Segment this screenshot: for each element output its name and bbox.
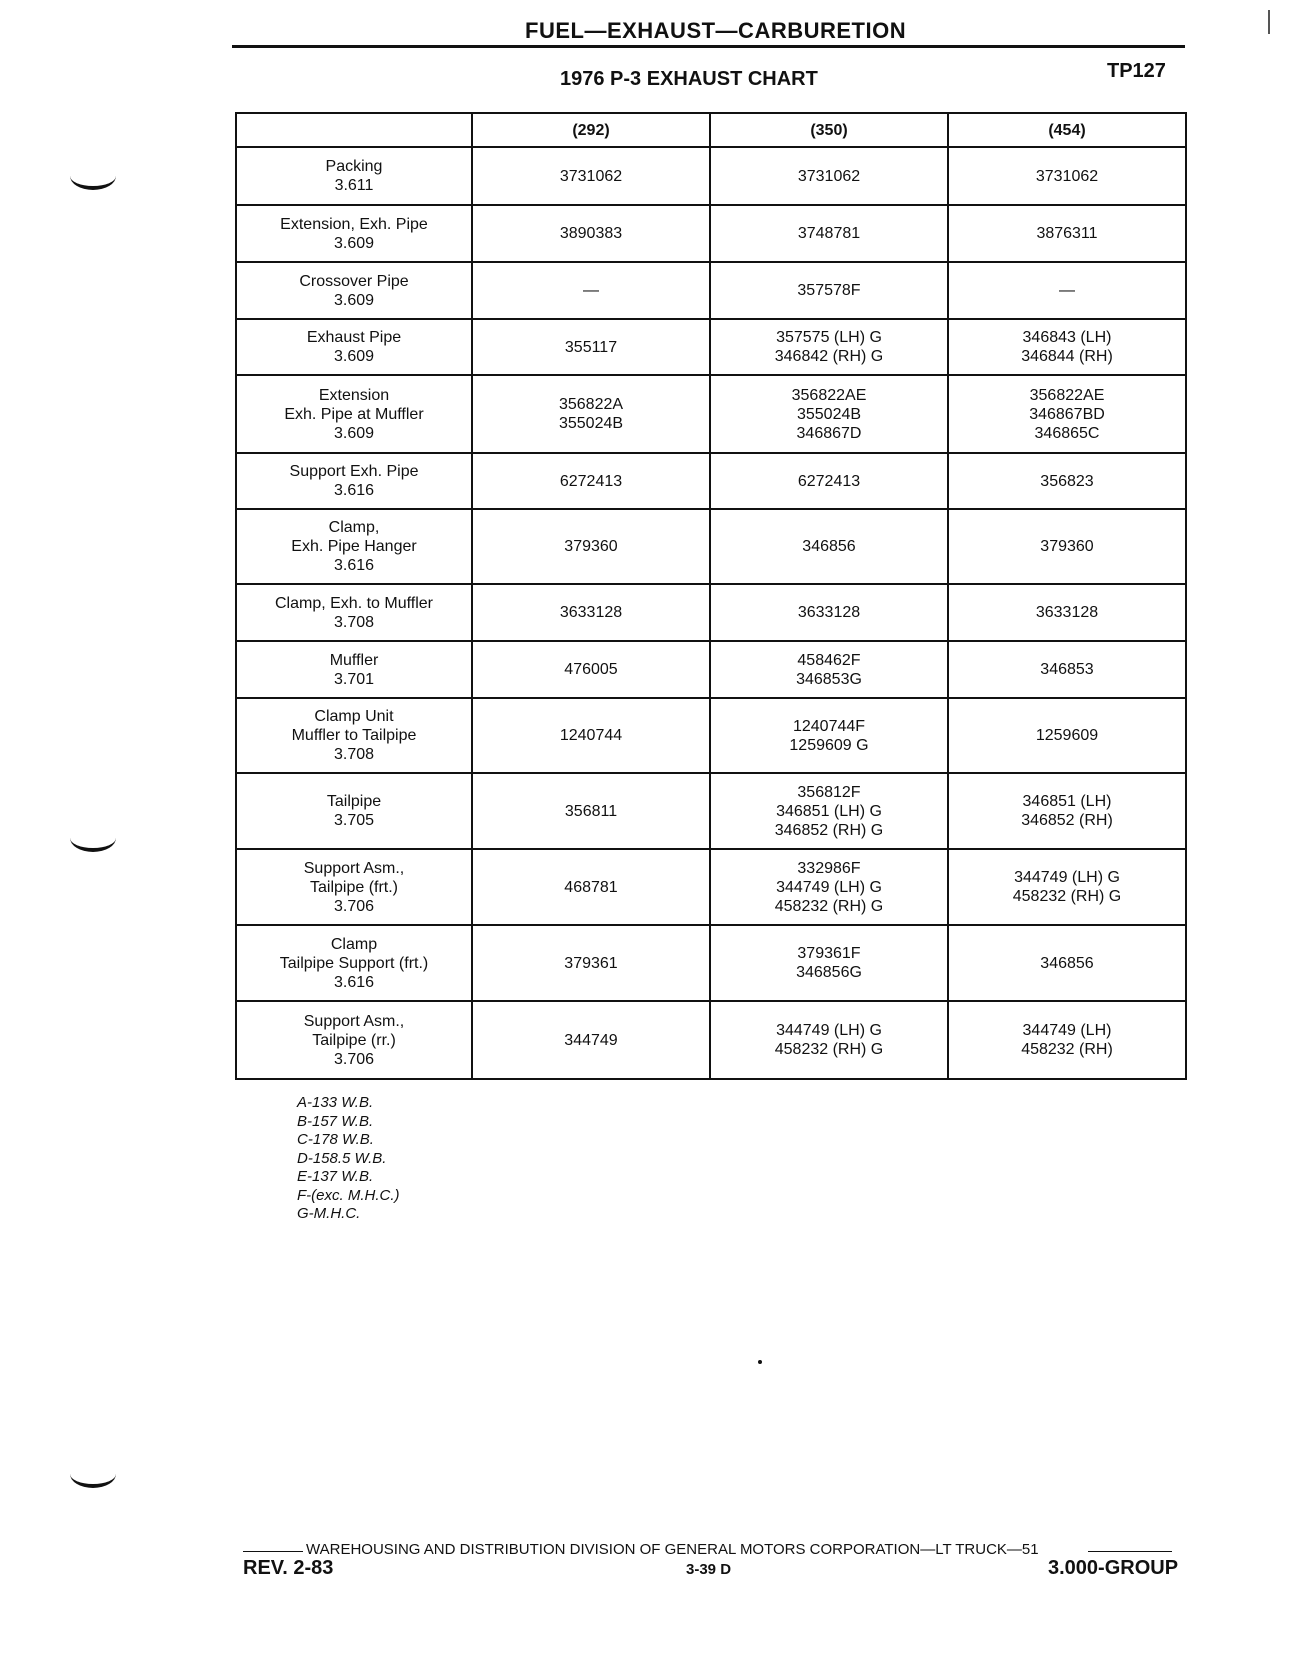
footnote-f: F-(exc. M.H.C.) <box>297 1186 400 1204</box>
part-label: Exhaust Pipe 3.609 <box>236 319 472 375</box>
page-number: 3-39 D <box>686 1561 732 1578</box>
cell-292: 356811 <box>472 773 710 849</box>
corner-mark <box>1268 10 1270 34</box>
cell-350: 6272413 <box>710 453 948 509</box>
part-label: Crossover Pipe 3.609 <box>236 262 472 319</box>
cell-350: 357578F <box>710 262 948 319</box>
table-row <box>236 453 1186 509</box>
cell-292: 3633128 <box>472 584 710 641</box>
cell-454: 346856 <box>948 925 1186 1001</box>
cell-454: 356823 <box>948 453 1186 509</box>
table-row <box>236 1001 1186 1079</box>
part-label: Packing 3.611 <box>236 147 472 205</box>
column-header-350: (350) <box>710 113 948 147</box>
cell-454: 3633128 <box>948 584 1186 641</box>
table-row <box>236 698 1186 773</box>
page-code: TP127 <box>1107 60 1166 82</box>
cell-454: 3731062 <box>948 147 1186 205</box>
cell-454: 344749 (LH) G 458232 (RH) G <box>948 849 1186 925</box>
cell-292: 379361 <box>472 925 710 1001</box>
cell-454: 346853 <box>948 641 1186 698</box>
cell-350: 356812F 346851 (LH) G 346852 (RH) G <box>710 773 948 849</box>
cell-350: 346856 <box>710 509 948 584</box>
cell-350: 3731062 <box>710 147 948 205</box>
footnote-c: C-178 W.B. <box>297 1131 374 1148</box>
cell-454: 344749 (LH) 458232 (RH) <box>948 1001 1186 1079</box>
part-label: Support Asm., Tailpipe (frt.) 3.706 <box>236 849 472 925</box>
cell-292: 344749 <box>472 1001 710 1079</box>
table-row <box>236 205 1186 262</box>
section-title: FUEL—EXHAUST—CARBURETION <box>525 18 907 43</box>
cell-454: 3876311 <box>948 205 1186 262</box>
column-header-292: (292) <box>472 113 710 147</box>
binder-hole-mark <box>70 824 116 852</box>
cell-350: 356822AE 355024B 346867D <box>710 375 948 453</box>
revision-label: REV. 2-83 <box>243 1557 334 1579</box>
column-header-454: (454) <box>948 113 1186 147</box>
cell-454: 356822AE 346867BD 346865C <box>948 375 1186 453</box>
cell-350: 344749 (LH) G 458232 (RH) G <box>710 1001 948 1079</box>
table-row <box>236 262 1186 319</box>
part-label: Support Exh. Pipe 3.616 <box>236 453 472 509</box>
speck <box>758 1360 762 1364</box>
cell-454: 1259609 <box>948 698 1186 773</box>
cell-454: 346843 (LH) 346844 (RH) <box>948 319 1186 375</box>
group-label: 3.000-GROUP <box>1048 1557 1179 1579</box>
footnote-g: G-M.H.C. <box>297 1205 361 1222</box>
cell-292: 3731062 <box>472 147 710 205</box>
cell-292: 468781 <box>472 849 710 925</box>
footnotes <box>297 1094 400 1224</box>
cell-292: 379360 <box>472 509 710 584</box>
footnote-b: B-157 W.B. <box>297 1112 374 1130</box>
cell-292: — <box>472 262 710 319</box>
footnote-a: A-133 W.B. <box>297 1094 374 1111</box>
column-header-part <box>236 113 472 147</box>
cell-292: 3890383 <box>472 205 710 262</box>
table-row <box>236 584 1186 641</box>
part-label: Clamp Unit Muffler to Tailpipe 3.708 <box>236 698 472 773</box>
part-label: Clamp, Exh. to Muffler 3.708 <box>236 584 472 641</box>
cell-292: 355117 <box>472 319 710 375</box>
footnote-e: E-137 W.B. <box>297 1168 374 1185</box>
part-label: Tailpipe 3.705 <box>236 773 472 849</box>
cell-454: — <box>948 262 1186 319</box>
cell-454: 346851 (LH) 346852 (RH) <box>948 773 1186 849</box>
part-label: Muffler 3.701 <box>236 641 472 698</box>
table-row <box>236 375 1186 453</box>
cell-350: 379361F 346856G <box>710 925 948 1001</box>
table-row <box>236 925 1186 1001</box>
cell-350: 3633128 <box>710 584 948 641</box>
cell-350: 3748781 <box>710 205 948 262</box>
cell-454: 379360 <box>948 509 1186 584</box>
footer-rule-left <box>243 1551 303 1552</box>
table-row <box>236 319 1186 375</box>
table-row <box>236 509 1186 584</box>
part-label: Clamp, Exh. Pipe Hanger 3.616 <box>236 509 472 584</box>
chart-title: 1976 P-3 EXHAUST CHART <box>560 68 818 90</box>
part-label: Clamp Tailpipe Support (frt.) 3.616 <box>236 925 472 1001</box>
part-label: Extension Exh. Pipe at Muffler 3.609 <box>236 375 472 453</box>
binder-hole-mark <box>70 1460 116 1488</box>
part-label: Support Asm., Tailpipe (rr.) 3.706 <box>236 1001 472 1079</box>
cell-350: 332986F 344749 (LH) G 458232 (RH) G <box>710 849 948 925</box>
footer-rule-right <box>1088 1551 1172 1552</box>
cell-350: 357575 (LH) G 346842 (RH) G <box>710 319 948 375</box>
table-header-row <box>236 113 1186 147</box>
part-label: Extension, Exh. Pipe 3.609 <box>236 205 472 262</box>
cell-292: 1240744 <box>472 698 710 773</box>
footer-division-line: WAREHOUSING AND DISTRIBUTION DIVISION OF GENERAL MOTORS CORPORATION—LT TRUCK—51 <box>306 1541 1039 1558</box>
table-row <box>236 773 1186 849</box>
exhaust-chart-table <box>235 112 1187 1080</box>
cell-292: 476005 <box>472 641 710 698</box>
table-row <box>236 641 1186 698</box>
cell-350: 1240744F 1259609 G <box>710 698 948 773</box>
cell-350: 458462F 346853G <box>710 641 948 698</box>
binder-hole-mark <box>70 162 116 190</box>
footnote-d: D-158.5 W.B. <box>297 1149 387 1167</box>
cell-292: 356822A 355024B <box>472 375 710 453</box>
header-rule <box>232 45 1185 48</box>
table-row <box>236 849 1186 925</box>
table-row <box>236 147 1186 205</box>
cell-292: 6272413 <box>472 453 710 509</box>
